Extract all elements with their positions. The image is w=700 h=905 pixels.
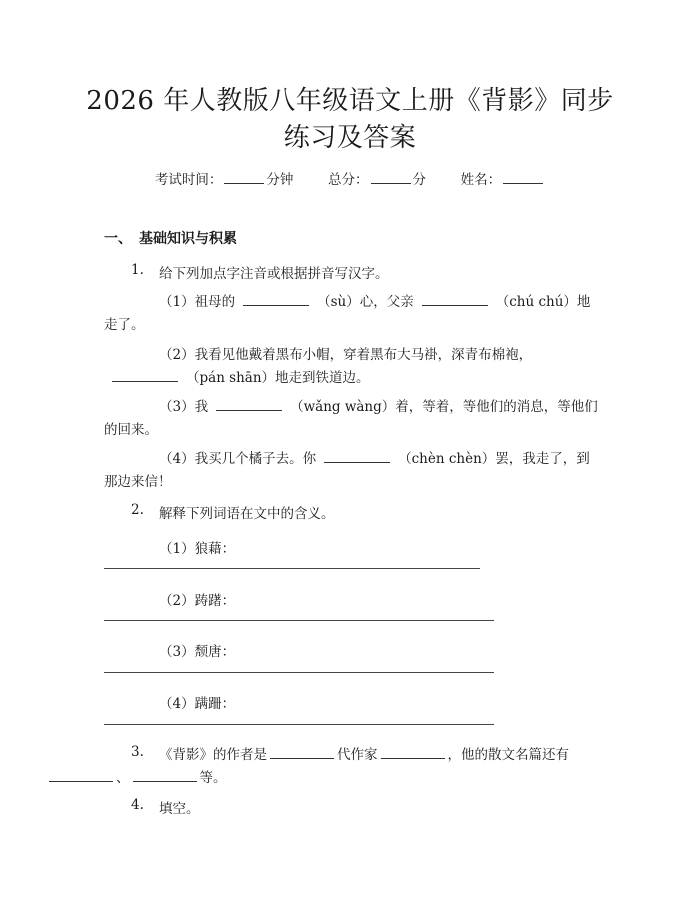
q3-number: 3.	[131, 744, 144, 760]
q2-item-1: （1）狼藉：	[159, 541, 236, 557]
q2-item-3: （3）颓唐：	[159, 644, 236, 660]
answer-blank	[381, 746, 445, 759]
score-label: 总分：	[328, 172, 369, 188]
q1-number: 1.	[131, 262, 144, 278]
q2-number: 2.	[131, 502, 144, 518]
section-heading: 一、 基础知识与积累	[104, 231, 237, 247]
answer-line	[104, 672, 494, 673]
answer-blank	[270, 746, 334, 759]
score-blank	[371, 170, 411, 184]
name-blank	[503, 170, 543, 184]
answer-blank	[324, 450, 390, 463]
q1-item-2: （2）我看见他戴着黑布小帽，穿着黑布大马褂，深青布棉袍，（pán shān）地走到铁道边。	[104, 344, 598, 390]
answer-line	[104, 724, 494, 725]
exam-meta	[0, 168, 700, 188]
answer-blank	[49, 769, 113, 782]
q2-text: 解释下列词语在文中的含义。	[159, 506, 335, 522]
time-unit: 分钟	[266, 172, 294, 188]
answer-line	[104, 620, 494, 621]
q2-item-4: （4）蹒跚：	[159, 696, 236, 712]
q1-item-3: （3）我 （wǎng wàng）着，等着，等他们的消息，等他们的回来。	[104, 399, 598, 438]
page-title-line-2: 练习及答案	[283, 123, 417, 153]
answer-blank	[422, 293, 488, 306]
q1-item-4: （4）我买几个橘子去。你 （chèn chèn）罢，我走了，到那边来信！	[104, 451, 590, 490]
answer-blank	[133, 769, 197, 782]
answer-blank	[243, 293, 309, 306]
answer-blank	[216, 398, 282, 411]
page-title-line-1: 2026 年人教版八年级语文上册《背影》同步	[86, 86, 614, 116]
time-blank	[224, 170, 264, 184]
q4-text: 填空。	[159, 801, 200, 817]
q4-number: 4.	[131, 797, 144, 813]
answer-line	[104, 568, 480, 569]
time-label: 考试时间：	[154, 172, 223, 188]
q1-item-1: （1）祖母的 （sù）心，父亲 （chú chú）地走了。	[104, 294, 591, 333]
q3-text: 《背影》的作者是 代作家 ，他的散文名篇还有 、 等。	[104, 744, 598, 790]
q2-item-2: （2）踌躇：	[159, 593, 236, 609]
score-unit: 分	[412, 172, 426, 188]
q1-text: 给下列加点字注音或根据拼音写汉字。	[159, 266, 389, 282]
answer-blank	[112, 369, 178, 382]
name-label: 姓名：	[460, 172, 502, 188]
